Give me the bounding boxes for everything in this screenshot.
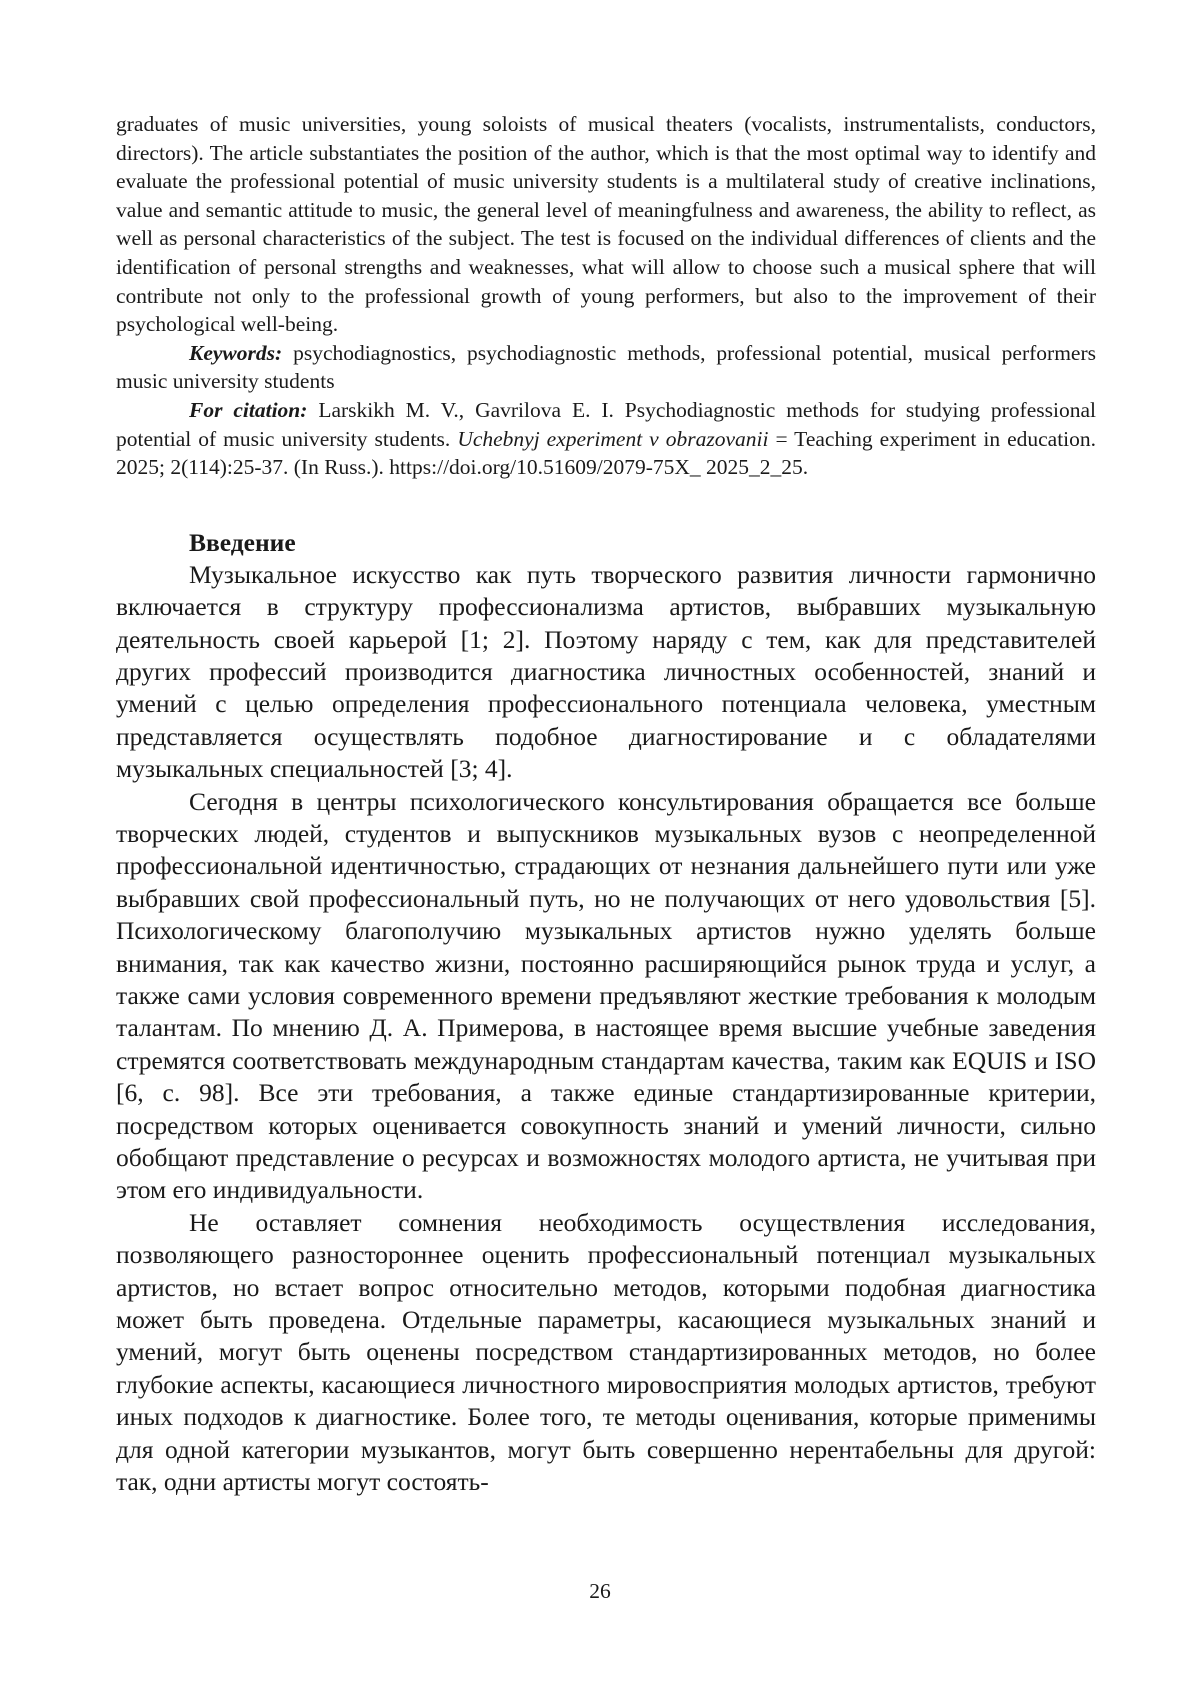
page-content <box>116 110 1096 1499</box>
section-body <box>116 559 1096 1499</box>
citation-details: = Teaching experiment in education. 2025; 2(114):25-37. (In Russ.). https://doi.org/10.51609/2079-75X_ 2025_2_25. <box>116 426 1097 480</box>
citation-journal: Uchebnyj experiment v obrazovanii <box>457 426 769 451</box>
section-spacer <box>116 482 1096 527</box>
english-abstract <box>116 110 1096 482</box>
abstract-text: graduates of music universities, young soloists of musical theaters (vocalists, instrumentalists, conductors, directors). The article substantiates the position of the author, which is that the most optimal way to identify and evaluate the professional potential of music university students is a multilateral study of creative inclinations, value and semantic attitude to music, the general level of meaningfulness and awareness, the ability to reflect, as well as personal characteristics of the subject. The test is focused on the individual differences of clients and the identification of personal strengths and weaknesses, what will allow to choose such a musical sphere that will contribute not only to the professional growth of young performers, but also to the improvement of their psychological well-being. <box>116 112 1096 337</box>
body-paragraph: Музыкальное искусство как путь творческого развития личности гармонично включается в структуру профессионализма артистов, выбравших музыкальную деятельность своей карьерой [1; 2]. Поэтому наряду с тем, как для представителей других профессий производится диагностика личностных особенностей, знаний и умений с целью определения профессионального потенциала человека, уместным представляется осуществлять подобное диагностирование и с обладателями музыкальных специальностей [3; 4]. <box>116 559 1096 784</box>
citation-label: For citation: <box>189 397 308 422</box>
body-paragraph: Сегодня в центры психологического консультирования обращается все больше творческих людей, студентов и выпускников музыкальных вузов с неопределенной профессиональной идентичностью, страдающих от незнания дальнейшего пути или уже выбравших свой профессиональный путь, но не получающих от него удовольствия [5]. Психологическому благополучию музыкальных артистов нужно уделять больше внимания, так как качество жизни, постоянно расширяющийся рынок труда и услуг, а также сами условия современного времени предъявляют жесткие требования к молодым талантам. По мнению Д. А. Примерова, в настоящее время высшие учебные заведения стремятся соответствовать международным стандартам качества, таким как EQUIS и ISO [6, с. 98]. Все эти требования, а также единые стандартизированные критерии, посредством которых оценивается совокупность знаний и умений личности, сильно обобщают представление о ресурсах и возможностях молодого артиста, не учитывая при этом его индивидуальности. <box>116 786 1096 1205</box>
citation-paragraph <box>116 396 1096 482</box>
keywords-paragraph <box>116 339 1096 396</box>
body-paragraph: Не оставляет сомнения необходимость осуществления исследования, позволяющего разностороннее оценить профессиональный потенциал музыкальных артистов, но встает вопрос относительно методов, которыми подобная диагностика может быть проведена. Отдельные параметры, касающиеся музыкальных знаний и умений, могут быть оценены посредством стандартизированных методов, но более глубокие аспекты, касающиеся личностного мировосприятия молодых артистов, требуют иных подходов к диагностике. Более того, те методы оценивания, которые применимы для одной категории музыкантов, могут быть совершенно нерентабельны для другой: так, одни артисты могут состоять- <box>116 1207 1096 1497</box>
citation-text: Larskikh M. V., Gavrilova E. I. Psychodiagnostic methods for studying professional potential of music university students. <box>116 397 1096 451</box>
page-number: 26 <box>589 1579 611 1603</box>
keywords-label: Keywords: <box>189 340 283 365</box>
keywords-text: psychodiagnostics, psychodiagnostic methods, professional potential, musical performers music university students <box>116 340 1096 394</box>
section-heading: Введение <box>189 527 296 557</box>
